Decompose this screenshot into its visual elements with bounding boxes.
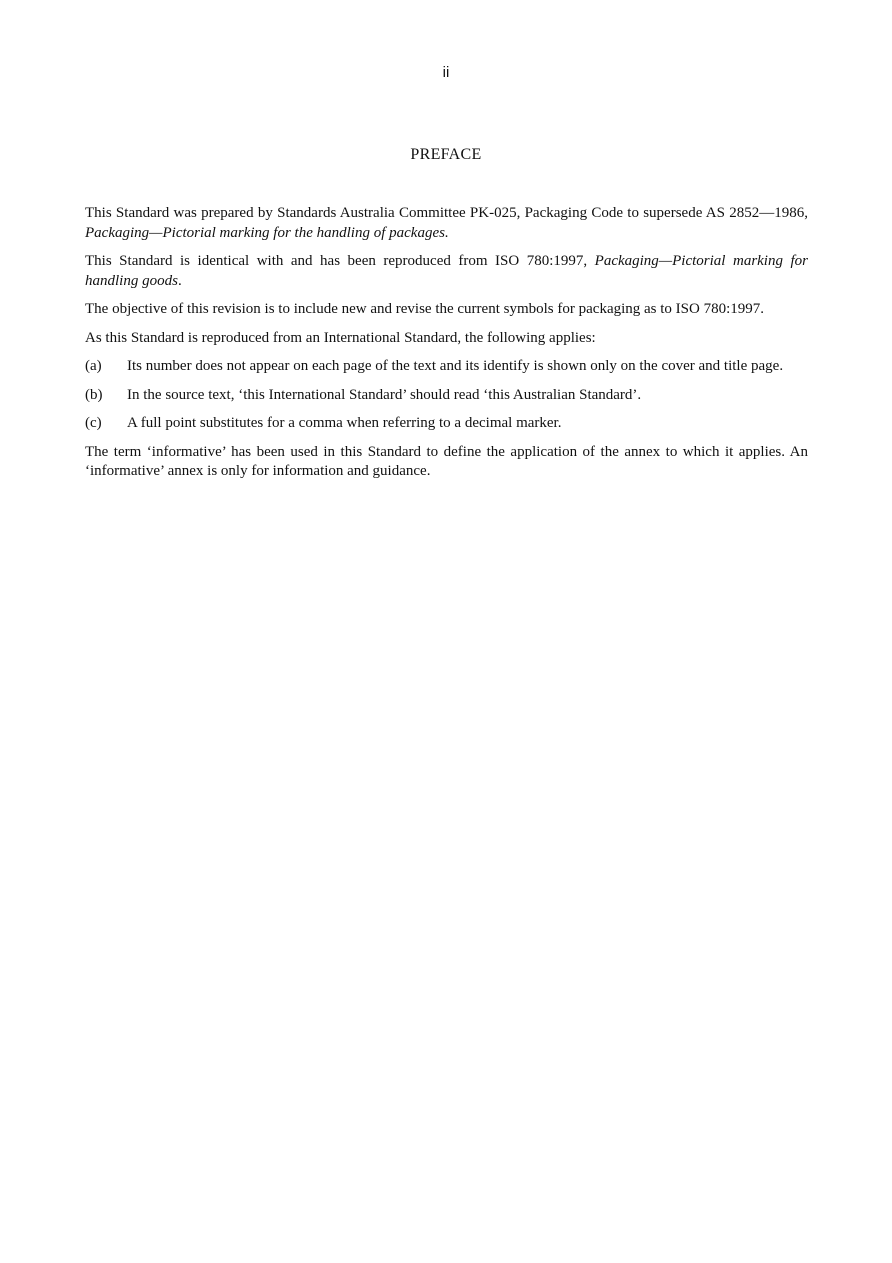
paragraph-iso-source-end: . [177,272,182,289]
paragraph-committee [85,204,808,243]
paragraph-informative: The term ‘informative’ has been used in this Standard to define the application of the annex to which it applies. An ‘informative’ annex is only for information and guidance. [85,443,808,479]
preface-heading: PREFACE [410,146,482,163]
paragraph-committee-text: This Standard was prepared by Standards Australia Committee PK-025, Packaging Code to supersede AS 2852—1986, [85,205,808,221]
list-item-label: (c) [85,415,102,431]
paragraph-objective: The objective of this revision is to include new and revise the current symbols for packaging as to ISO 780:1997. [85,301,765,317]
paragraph-applies: As this Standard is reproduced from an International Standard, the following applies: [85,329,596,346]
iso-standard-title: Packaging—Pictorial marking for handling goods [85,253,808,289]
superseded-standard-title: Packaging—Pictorial marking for the handling of packages. [85,224,449,241]
page-number: ii [442,64,450,81]
paragraph-iso-source-text: This Standard is identical with and has been reproduced from ISO 780:1997, [85,253,595,269]
list-item-text: In the source text, ‘this International Standard’ should read ‘this Australian Standard’. [127,386,642,403]
preface-body [85,204,808,491]
list-item-c [85,414,808,434]
list-item-text: Its number does not appear on each page of the text and its identify is shown only on the cover and title page. [127,358,784,374]
list-item-a [85,357,808,377]
list-item-label: (a) [85,358,102,374]
list-item-b [85,386,808,406]
list-item-text: A full point substitutes for a comma when referring to a decimal marker. [127,415,562,431]
paragraph-iso-source [85,252,808,291]
list-item-label: (b) [85,386,103,403]
